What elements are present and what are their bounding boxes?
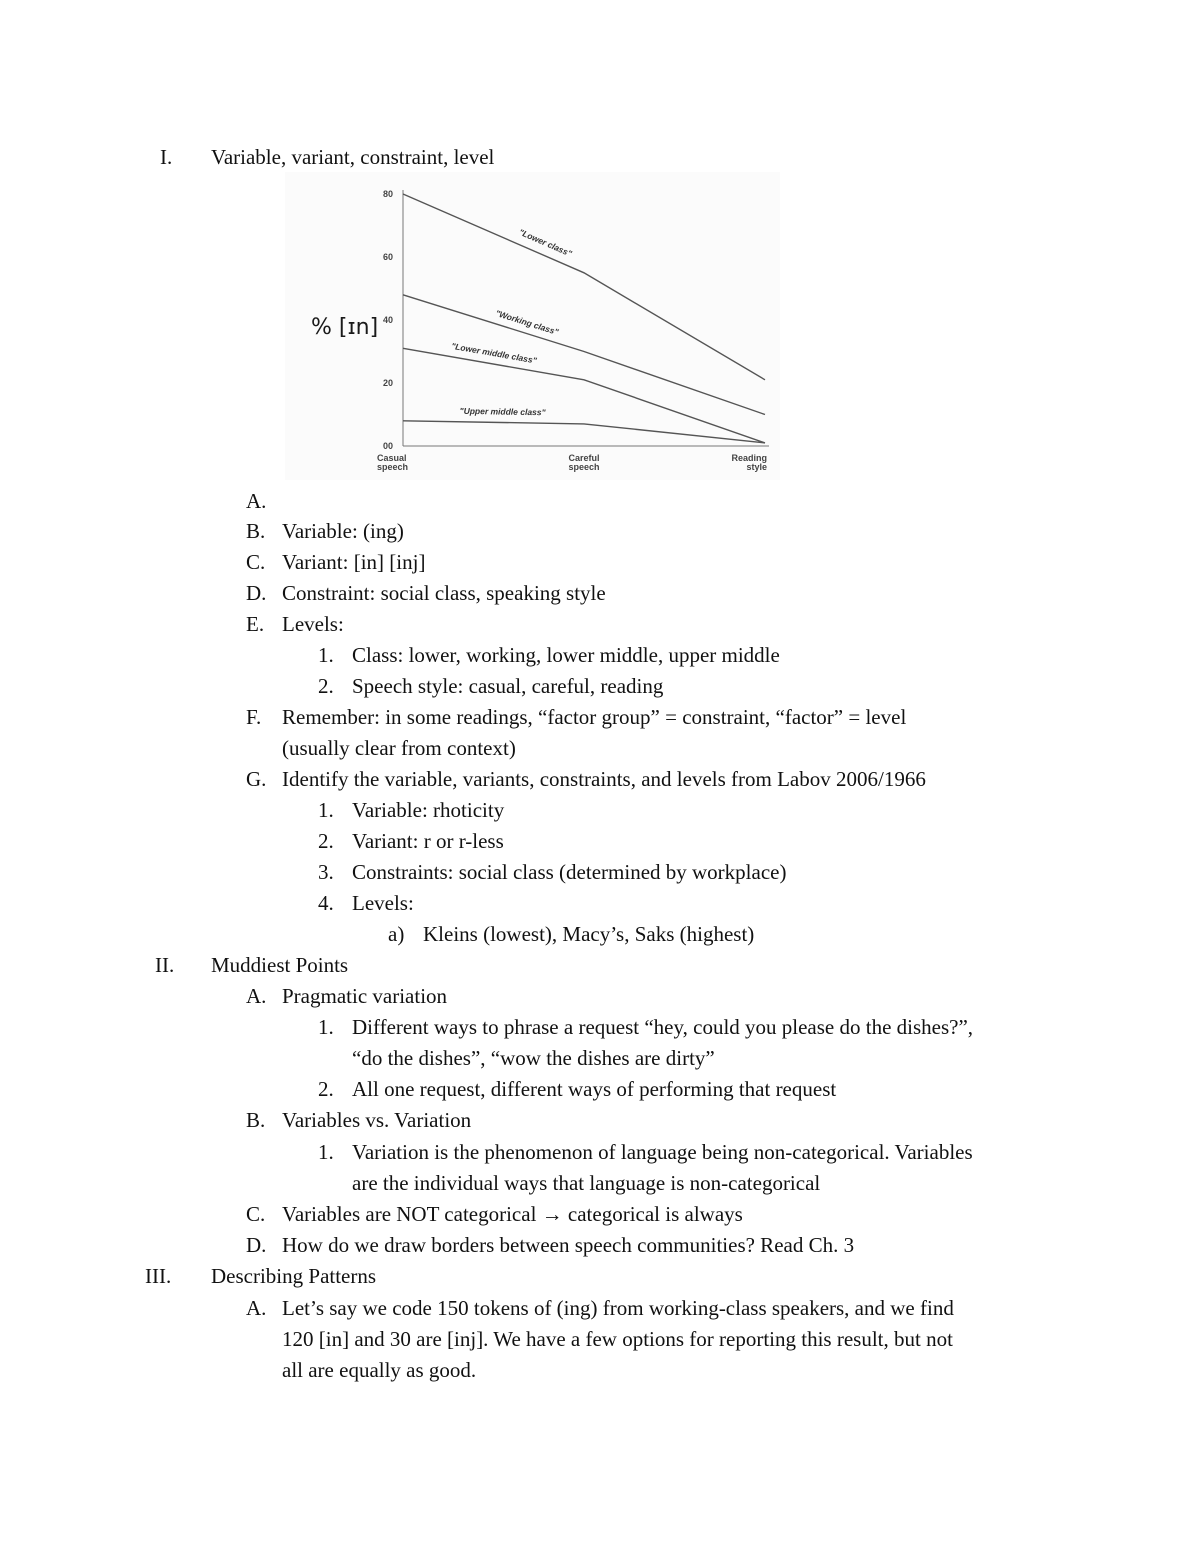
x-tick-label: Casual: [377, 453, 407, 463]
s1-e-2-text: Speech style: casual, careful, reading: [352, 674, 664, 698]
s2-b-label: B.: [246, 1108, 266, 1132]
x-tick-label: speech: [568, 462, 600, 472]
s2-b-text: Variables vs. Variation: [282, 1108, 472, 1132]
s1-d-label: D.: [246, 581, 267, 605]
s2-b-1-label: 1.: [318, 1140, 334, 1164]
s1-g-label: G.: [246, 767, 267, 791]
s2-d-text: How do we draw borders between speech communities? Read Ch. 3: [282, 1233, 855, 1257]
chart-svg: [285, 172, 780, 480]
s3-a-line2: 120 [in] and 30 are [inj]. We have a few options for reporting this result, but not: [282, 1327, 953, 1351]
s1-g-3-label: 3.: [318, 860, 334, 884]
s2-a-1-line1: Different ways to phrase a request “hey, could you please do the dishes?”,: [352, 1015, 974, 1039]
s1-f-label: F.: [246, 705, 262, 729]
y-tick-label: 00: [382, 441, 393, 451]
section-2-title: Muddiest Points: [211, 953, 349, 977]
y-tick-label: 40: [382, 315, 393, 325]
series-label: "Lower class": [517, 226, 574, 259]
s3-a-line1: Let’s say we code 150 tokens of (ing) from working-class speakers, and we find: [282, 1296, 954, 1320]
s1-g-1-label: 1.: [318, 798, 334, 822]
s1-a-label: A.: [246, 489, 267, 513]
s1-f-line2: (usually clear from context): [282, 736, 516, 760]
s2-a-2-line1: All one request, different ways of performing that request: [352, 1077, 837, 1101]
x-tick-label: speech: [377, 462, 409, 472]
s2-a-1-label: 1.: [318, 1015, 334, 1039]
section-1-number: I.: [160, 145, 173, 169]
s2-d-label: D.: [246, 1233, 267, 1257]
s1-e-text: Levels:: [282, 612, 344, 636]
s1-g-2-label: 2.: [318, 829, 334, 853]
y-tick-label: 20: [382, 378, 393, 388]
s1-g-3-text: Constraints: social class (determined by workplace): [352, 860, 787, 884]
s1-g-4-text: Levels:: [352, 891, 414, 915]
y-tick-label: 80: [382, 189, 393, 199]
section-1-title: Variable, variant, constraint, level: [211, 145, 495, 169]
s2-b-1-line1: Variation is the phenomenon of language being non-categorical. Variables: [352, 1140, 973, 1164]
x-tick-label: Reading: [731, 453, 767, 463]
s2-b-1-line2: are the individual ways that language is non-categorical: [352, 1171, 821, 1195]
s1-g-2-text: Variant: r or r-less: [352, 829, 504, 853]
s1-e-label: E.: [246, 612, 265, 636]
x-tick-label: style: [746, 462, 767, 472]
s1-g-1-text: Variable: rhoticity: [352, 798, 505, 822]
series-label: "Upper middle class": [459, 405, 546, 418]
series-label: "Working class": [494, 307, 560, 338]
s3-a-line3: all are equally as good.: [282, 1358, 477, 1382]
section-3-title: Describing Patterns: [211, 1264, 377, 1288]
x-tick-label: Careful: [568, 453, 600, 463]
s1-e-1-label: 1.: [318, 643, 334, 667]
class-style-line-chart: [285, 172, 780, 480]
s2-a-2-label: 2.: [318, 1077, 334, 1101]
s1-d-text: Constraint: social class, speaking style: [282, 581, 606, 605]
s2-c-label: C.: [246, 1202, 266, 1226]
s2-c-text: Variables are NOT categorical → categorical is always: [282, 1202, 743, 1226]
s1-b-text: Variable: (ing): [282, 519, 404, 543]
y-tick-label: 60: [382, 252, 393, 262]
s2-a-1-line2: “do the dishes”, “wow the dishes are dirty”: [352, 1046, 715, 1070]
s1-g-text: Identify the variable, variants, constraints, and levels from Labov 2006/1966: [282, 767, 926, 791]
s1-g-4a-label: a): [388, 922, 405, 946]
section-2-number: II.: [155, 953, 175, 977]
s1-e-1-text: Class: lower, working, lower middle, upper middle: [352, 643, 780, 667]
s1-g-4a-text: Kleins (lowest), Macy’s, Saks (highest): [423, 922, 755, 946]
s1-e-2-label: 2.: [318, 674, 334, 698]
s2-a-text: Pragmatic variation: [282, 984, 448, 1008]
y-axis-title: % [ɪn]: [311, 315, 379, 340]
s1-c-label: C.: [246, 550, 266, 574]
s1-b-label: B.: [246, 519, 266, 543]
series-label: "Lower middle class": [450, 340, 538, 366]
s2-a-label: A.: [246, 984, 267, 1008]
section-3-number: III.: [145, 1264, 172, 1288]
s1-g-4-label: 4.: [318, 891, 334, 915]
s1-c-text: Variant: [in] [inj]: [282, 550, 426, 574]
s1-f-line1: Remember: in some readings, “factor group” = constraint, “factor” = level: [282, 705, 907, 729]
s3-a-label: A.: [246, 1296, 267, 1320]
